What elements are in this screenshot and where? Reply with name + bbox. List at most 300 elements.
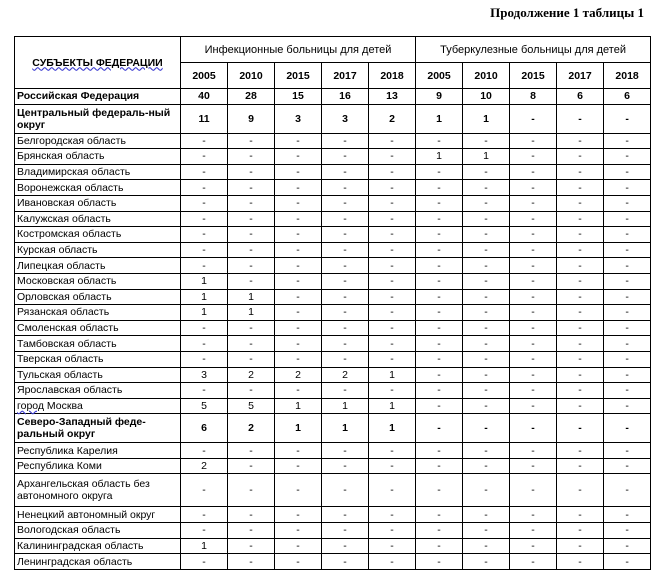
value-cell: 1: [416, 149, 463, 165]
table-row: [15, 458, 651, 474]
subject-name: город Москва: [17, 399, 83, 412]
value-cell: -: [416, 443, 463, 459]
value-cell: 3: [275, 104, 322, 133]
value-cell: -: [181, 507, 228, 523]
year-header: 2018: [604, 63, 651, 89]
value-cell: -: [557, 507, 604, 523]
year-header: 2010: [228, 63, 275, 89]
subject-column-header: СУБЪЕКТЫ ФЕДЕРАЦИИ: [15, 37, 181, 89]
value-cell: -: [369, 164, 416, 180]
table-row: [15, 554, 651, 570]
value-cell: 2: [228, 414, 275, 443]
value-cell: -: [228, 227, 275, 243]
value-cell: -: [557, 258, 604, 274]
table-row: [15, 336, 651, 352]
value-cell: 6: [181, 414, 228, 443]
value-cell: -: [275, 164, 322, 180]
value-cell: -: [416, 538, 463, 554]
value-cell: -: [463, 195, 510, 211]
value-cell: -: [369, 242, 416, 258]
value-cell: -: [181, 211, 228, 227]
table-row: [15, 443, 651, 459]
value-cell: -: [557, 164, 604, 180]
subject-name: Тверская область: [17, 353, 104, 366]
subject-name: Вологодская область: [17, 524, 121, 537]
table-row: [15, 104, 651, 133]
value-cell: -: [228, 258, 275, 274]
value-cell: -: [416, 180, 463, 196]
value-cell: -: [604, 414, 651, 443]
value-cell: -: [275, 211, 322, 227]
value-cell: -: [181, 133, 228, 149]
value-cell: -: [463, 458, 510, 474]
value-cell: -: [181, 227, 228, 243]
value-cell: -: [510, 320, 557, 336]
value-cell: -: [416, 367, 463, 383]
year-header: 2017: [322, 63, 369, 89]
value-cell: -: [275, 227, 322, 243]
value-cell: -: [369, 258, 416, 274]
subject-name-cell: [15, 523, 181, 539]
value-cell: -: [604, 305, 651, 321]
value-cell: -: [604, 443, 651, 459]
value-cell: -: [604, 227, 651, 243]
value-cell: -: [604, 538, 651, 554]
value-cell: -: [557, 320, 604, 336]
value-cell: -: [322, 211, 369, 227]
value-cell: -: [369, 383, 416, 399]
value-cell: -: [463, 289, 510, 305]
value-cell: 1: [463, 104, 510, 133]
subject-name-cell: [15, 289, 181, 305]
value-cell: -: [228, 507, 275, 523]
subject-name: Тульская область: [17, 368, 103, 381]
value-cell: 1: [463, 149, 510, 165]
value-cell: 1: [369, 367, 416, 383]
value-cell: -: [416, 320, 463, 336]
value-cell: -: [557, 367, 604, 383]
value-cell: -: [181, 258, 228, 274]
table-caption: Продолжение 1 таблицы 1: [490, 5, 644, 20]
value-cell: -: [604, 273, 651, 289]
value-cell: -: [322, 443, 369, 459]
value-cell: -: [416, 211, 463, 227]
subject-name: Воронежская область: [17, 181, 124, 194]
value-cell: 1: [416, 104, 463, 133]
value-cell: -: [416, 273, 463, 289]
value-cell: 13: [369, 89, 416, 105]
value-cell: -: [275, 507, 322, 523]
subject-name: Владимирская область: [17, 166, 131, 179]
value-cell: -: [228, 273, 275, 289]
value-cell: -: [510, 258, 557, 274]
value-cell: -: [275, 149, 322, 165]
value-cell: -: [463, 227, 510, 243]
subject-name-cell: [15, 273, 181, 289]
value-cell: -: [557, 273, 604, 289]
subject-name: Ивановская область: [17, 197, 117, 210]
value-cell: -: [181, 383, 228, 399]
value-cell: -: [510, 180, 557, 196]
value-cell: -: [510, 149, 557, 165]
value-cell: -: [322, 351, 369, 367]
value-cell: -: [275, 242, 322, 258]
value-cell: -: [416, 242, 463, 258]
value-cell: 5: [181, 398, 228, 414]
value-cell: 1: [181, 289, 228, 305]
value-cell: -: [557, 211, 604, 227]
table-row: [15, 305, 651, 321]
value-cell: -: [416, 351, 463, 367]
value-cell: -: [463, 474, 510, 507]
value-cell: -: [463, 211, 510, 227]
subject-name-cell: [15, 398, 181, 414]
subject-name: Орловская область: [17, 290, 112, 303]
subject-name: Архангельская область без автономного округа: [17, 478, 150, 503]
value-cell: -: [604, 336, 651, 352]
value-cell: -: [228, 554, 275, 570]
subject-name: Рязанская область: [17, 306, 110, 319]
value-cell: -: [275, 554, 322, 570]
value-cell: -: [322, 458, 369, 474]
year-header: 2017: [557, 63, 604, 89]
subject-name: Российская Федерация: [17, 90, 140, 103]
value-cell: -: [463, 523, 510, 539]
value-cell: -: [510, 538, 557, 554]
table-row: [15, 538, 651, 554]
value-cell: -: [228, 443, 275, 459]
subject-name-cell: [15, 351, 181, 367]
value-cell: -: [369, 227, 416, 243]
subject-name: Московская область: [17, 275, 117, 288]
value-cell: -: [463, 180, 510, 196]
subject-name: Ленинградская область: [17, 555, 133, 568]
value-cell: -: [604, 507, 651, 523]
value-cell: -: [322, 383, 369, 399]
value-cell: -: [275, 336, 322, 352]
subject-name-cell: [15, 258, 181, 274]
value-cell: -: [557, 538, 604, 554]
table-row: [15, 273, 651, 289]
spellcheck-underline: город: [17, 399, 45, 412]
value-cell: -: [275, 383, 322, 399]
subject-name: Брянская область: [17, 150, 105, 163]
table-row: [15, 180, 651, 196]
value-cell: -: [604, 523, 651, 539]
value-cell: -: [416, 133, 463, 149]
value-cell: 9: [416, 89, 463, 105]
value-cell: -: [322, 305, 369, 321]
table-row: [15, 164, 651, 180]
value-cell: -: [557, 305, 604, 321]
header-row-groups: [15, 37, 651, 63]
value-cell: -: [369, 180, 416, 196]
value-cell: 1: [275, 398, 322, 414]
value-cell: -: [181, 242, 228, 258]
subject-name-cell: [15, 104, 181, 133]
value-cell: -: [510, 507, 557, 523]
value-cell: -: [463, 414, 510, 443]
value-cell: -: [463, 273, 510, 289]
value-cell: -: [557, 289, 604, 305]
value-cell: -: [510, 398, 557, 414]
value-cell: 1: [322, 398, 369, 414]
value-cell: -: [228, 211, 275, 227]
value-cell: -: [510, 474, 557, 507]
value-cell: -: [604, 104, 651, 133]
value-cell: -: [275, 474, 322, 507]
value-cell: -: [557, 414, 604, 443]
table-row: [15, 474, 651, 507]
value-cell: -: [369, 289, 416, 305]
table-row: [15, 320, 651, 336]
value-cell: -: [322, 227, 369, 243]
value-cell: -: [510, 305, 557, 321]
value-cell: -: [369, 195, 416, 211]
value-cell: 5: [228, 398, 275, 414]
value-cell: -: [181, 336, 228, 352]
value-cell: -: [416, 507, 463, 523]
value-cell: 2: [369, 104, 416, 133]
value-cell: -: [181, 195, 228, 211]
value-cell: -: [416, 227, 463, 243]
value-cell: 3: [181, 367, 228, 383]
value-cell: -: [604, 195, 651, 211]
value-cell: -: [275, 305, 322, 321]
value-cell: -: [369, 474, 416, 507]
value-cell: -: [275, 273, 322, 289]
value-cell: -: [463, 320, 510, 336]
value-cell: -: [322, 133, 369, 149]
value-cell: -: [181, 554, 228, 570]
value-cell: -: [369, 351, 416, 367]
value-cell: -: [463, 258, 510, 274]
value-cell: -: [228, 320, 275, 336]
value-cell: -: [228, 351, 275, 367]
value-cell: -: [416, 554, 463, 570]
subject-name-cell: [15, 474, 181, 507]
value-cell: 2: [275, 367, 322, 383]
subject-name-cell: [15, 195, 181, 211]
value-cell: -: [604, 398, 651, 414]
value-cell: 1: [369, 414, 416, 443]
value-cell: -: [416, 414, 463, 443]
value-cell: -: [604, 133, 651, 149]
value-cell: -: [604, 242, 651, 258]
value-cell: -: [181, 523, 228, 539]
value-cell: -: [557, 398, 604, 414]
value-cell: -: [557, 242, 604, 258]
value-cell: -: [557, 474, 604, 507]
value-cell: 1: [275, 414, 322, 443]
value-cell: -: [181, 443, 228, 459]
subject-name: Курская область: [17, 244, 98, 257]
value-cell: -: [604, 320, 651, 336]
value-cell: -: [557, 227, 604, 243]
table-body: [15, 89, 651, 570]
value-cell: -: [369, 320, 416, 336]
value-cell: -: [416, 195, 463, 211]
value-cell: -: [369, 523, 416, 539]
value-cell: -: [228, 474, 275, 507]
value-cell: -: [181, 149, 228, 165]
value-cell: 2: [322, 367, 369, 383]
year-header: 2015: [275, 63, 322, 89]
value-cell: -: [463, 351, 510, 367]
subject-name-cell: [15, 507, 181, 523]
value-cell: -: [369, 149, 416, 165]
value-cell: 1: [369, 398, 416, 414]
value-cell: -: [604, 164, 651, 180]
table-row: [15, 523, 651, 539]
value-cell: -: [557, 133, 604, 149]
value-cell: -: [228, 164, 275, 180]
table-row: [15, 351, 651, 367]
value-cell: -: [416, 164, 463, 180]
subject-name-cell: [15, 367, 181, 383]
value-cell: -: [604, 367, 651, 383]
value-cell: -: [510, 211, 557, 227]
value-cell: -: [510, 367, 557, 383]
subject-name-cell: [15, 149, 181, 165]
value-cell: -: [228, 538, 275, 554]
value-cell: -: [463, 242, 510, 258]
value-cell: 3: [322, 104, 369, 133]
value-cell: 11: [181, 104, 228, 133]
value-cell: -: [604, 458, 651, 474]
subject-name: Республика Коми: [17, 460, 102, 473]
value-cell: -: [181, 180, 228, 196]
year-header: 2005: [416, 63, 463, 89]
subject-name: Центральный федераль-ный округ: [17, 106, 171, 131]
value-cell: -: [510, 273, 557, 289]
subject-name: Республика Карелия: [17, 444, 118, 457]
value-cell: -: [604, 180, 651, 196]
subject-name-cell: [15, 458, 181, 474]
value-cell: -: [322, 242, 369, 258]
value-cell: -: [275, 258, 322, 274]
value-cell: -: [510, 104, 557, 133]
value-cell: 16: [322, 89, 369, 105]
subject-name: Смоленская область: [17, 322, 119, 335]
value-cell: -: [510, 336, 557, 352]
value-cell: -: [463, 443, 510, 459]
value-cell: -: [463, 336, 510, 352]
subject-name-cell: [15, 383, 181, 399]
table-row: [15, 383, 651, 399]
table-row: [15, 195, 651, 211]
value-cell: 8: [510, 89, 557, 105]
value-cell: -: [416, 523, 463, 539]
table-row: [15, 211, 651, 227]
value-cell: -: [322, 538, 369, 554]
table-row: [15, 242, 651, 258]
table-row: [15, 89, 651, 105]
hospitals-table: [14, 36, 651, 570]
value-cell: -: [510, 443, 557, 459]
value-cell: -: [275, 351, 322, 367]
value-cell: -: [557, 180, 604, 196]
value-cell: -: [322, 164, 369, 180]
subject-name-cell: [15, 180, 181, 196]
table-row: [15, 149, 651, 165]
value-cell: -: [510, 458, 557, 474]
value-cell: -: [557, 149, 604, 165]
subject-name: Калужская область: [17, 212, 111, 225]
value-cell: -: [322, 195, 369, 211]
value-cell: -: [322, 554, 369, 570]
value-cell: -: [510, 164, 557, 180]
subject-name: Северо-Западный феде-ральный округ: [17, 416, 146, 441]
subject-name: Ненецкий автономный округ: [17, 508, 156, 521]
value-cell: 15: [275, 89, 322, 105]
value-cell: -: [322, 289, 369, 305]
value-cell: -: [228, 383, 275, 399]
value-cell: -: [322, 273, 369, 289]
subject-name-cell: [15, 414, 181, 443]
value-cell: -: [510, 195, 557, 211]
value-cell: -: [557, 554, 604, 570]
value-cell: -: [228, 458, 275, 474]
value-cell: -: [416, 336, 463, 352]
value-cell: 1: [228, 305, 275, 321]
value-cell: -: [369, 133, 416, 149]
value-cell: -: [416, 458, 463, 474]
value-cell: -: [510, 523, 557, 539]
value-cell: -: [322, 180, 369, 196]
value-cell: -: [604, 258, 651, 274]
year-header: 2005: [181, 63, 228, 89]
value-cell: -: [604, 554, 651, 570]
value-cell: -: [416, 289, 463, 305]
table-row: [15, 289, 651, 305]
value-cell: -: [510, 289, 557, 305]
value-cell: -: [463, 398, 510, 414]
subject-name: Белгородская область: [17, 134, 126, 147]
subject-name-cell: [15, 305, 181, 321]
value-cell: -: [369, 211, 416, 227]
value-cell: -: [416, 305, 463, 321]
value-cell: -: [322, 523, 369, 539]
value-cell: -: [369, 273, 416, 289]
value-cell: 40: [181, 89, 228, 105]
value-cell: -: [275, 289, 322, 305]
group-header-tuberculosis: Туберкулезные больницы для детей: [416, 37, 651, 63]
table-row: [15, 258, 651, 274]
subject-name-cell: [15, 227, 181, 243]
value-cell: 1: [181, 305, 228, 321]
value-cell: -: [275, 443, 322, 459]
value-cell: -: [557, 523, 604, 539]
value-cell: -: [510, 554, 557, 570]
value-cell: -: [369, 443, 416, 459]
value-cell: -: [463, 507, 510, 523]
subject-name-cell: [15, 211, 181, 227]
value-cell: -: [275, 195, 322, 211]
table-row: [15, 133, 651, 149]
value-cell: -: [181, 474, 228, 507]
value-cell: -: [557, 458, 604, 474]
value-cell: -: [369, 305, 416, 321]
value-cell: 9: [228, 104, 275, 133]
value-cell: -: [228, 195, 275, 211]
value-cell: -: [228, 523, 275, 539]
value-cell: -: [322, 320, 369, 336]
subject-name-cell: [15, 133, 181, 149]
subject-name: Ярославская область: [17, 384, 123, 397]
value-cell: -: [416, 398, 463, 414]
subject-name-cell: [15, 164, 181, 180]
